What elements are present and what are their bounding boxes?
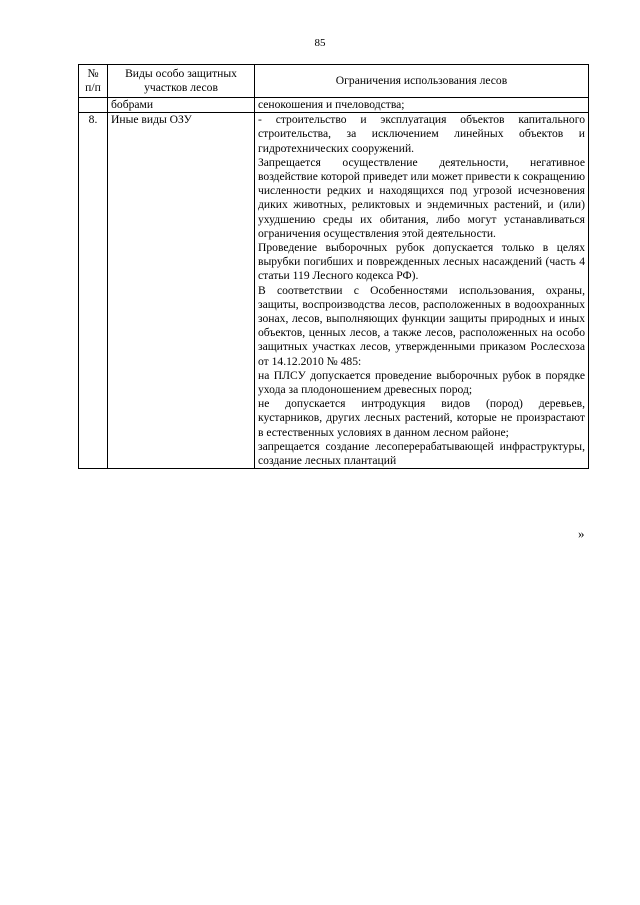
paragraph: Проведение выборочных рубок допускается только в целях вырубки погибших и поврежденных лесных насаждений (часть 4 статьи 119 Лесного кодекса РФ). bbox=[258, 241, 585, 283]
header-number: № п/п bbox=[79, 65, 108, 98]
table-row bbox=[79, 113, 589, 469]
cell-number-empty bbox=[79, 98, 108, 113]
paragraph: не допускается интродукция видов (пород) деревьев, кустарников, других лесных растений, которые не произрастают в естественных условиях в данном лесном районе; bbox=[258, 397, 585, 439]
paragraph: Запрещается осуществление деятельности, негативное воздействие которой приведет или может привести к сокращению численности редких и находящихся под угрозой исчезновения диких животных, реликтовых и эндемичных растений, и (или) ухудшению среды их обитания, либо могут устанавливаться ограничения осуществления этой деятельности. bbox=[258, 155, 585, 240]
cell-type: бобрами bbox=[108, 98, 255, 113]
paragraph: - строительство и эксплуатация объектов капитального строительства, за исключением линейных объектов и гидротехнических сооружений. bbox=[258, 113, 585, 155]
cell-type: Иные виды ОЗУ bbox=[108, 113, 255, 469]
restrictions-table bbox=[78, 64, 589, 469]
table-row bbox=[79, 98, 589, 113]
header-restrictions: Ограничения использования лесов bbox=[255, 65, 589, 98]
cell-restrictions bbox=[255, 113, 589, 469]
paragraph: В соответствии с Особенностями использования, охраны, защиты, воспроизводства лесов, расположенных в водоохранных зонах, лесов, выполняющих функции защиты природных и иных объектов, ценных лесов, а также лесов, расположенных на особо защитных участках лесов, утвержденными приказом Рослесхоза от 14.12.2010 № 485: bbox=[258, 283, 585, 368]
cell-restrictions: сенокошения и пчеловодства; bbox=[255, 98, 589, 113]
header-type: Виды особо защитных участков лесов bbox=[108, 65, 255, 98]
page-number: 85 bbox=[314, 37, 326, 49]
table-header-row bbox=[79, 65, 589, 98]
paragraph: запрещается создание лесоперерабатывающей инфраструктуры, создание лесных плантаций bbox=[258, 439, 585, 468]
cell-number: 8. bbox=[79, 113, 108, 469]
closing-quote: » bbox=[578, 526, 585, 541]
paragraph: на ПЛСУ допускается проведение выборочных рубок в порядке ухода за плодоношением древесных пород; bbox=[258, 368, 585, 397]
